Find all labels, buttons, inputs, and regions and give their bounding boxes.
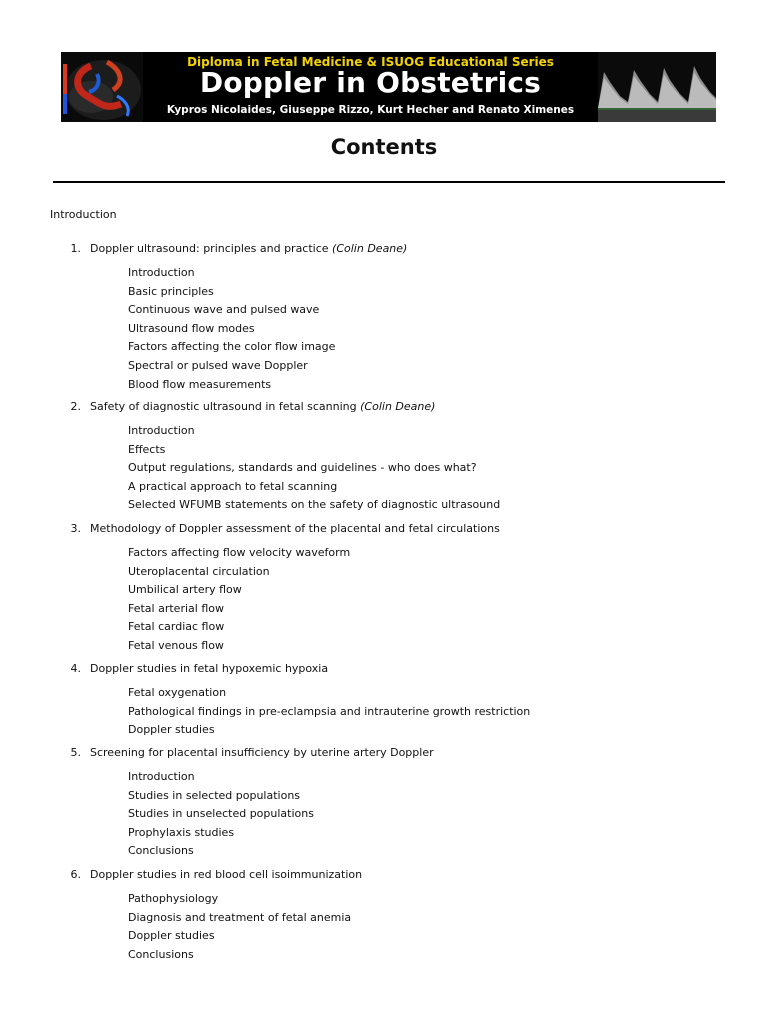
chapter-number: 1. xyxy=(70,242,81,255)
chapter-title-link[interactable] xyxy=(90,662,328,676)
section-link[interactable]: Fetal arterial flow xyxy=(128,601,224,615)
chapter-title-link[interactable] xyxy=(90,522,500,536)
section-link[interactable]: Selected WFUMB statements on the safety of diagnostic ultrasound xyxy=(128,498,501,512)
section-link[interactable]: Factors affecting flow velocity waveform xyxy=(128,546,351,559)
divider xyxy=(53,181,725,183)
chapter-title-text: Doppler studies in red blood cell isoimmunization xyxy=(90,868,363,881)
section-link[interactable]: Blood flow measurements xyxy=(128,377,272,391)
section-link[interactable]: Effects xyxy=(128,442,166,456)
section-link[interactable]: Doppler studies xyxy=(128,929,215,943)
chapter-title-link[interactable] xyxy=(90,868,362,882)
section-link[interactable]: Fetal venous flow xyxy=(128,639,224,652)
section-link[interactable]: Pathological findings in pre-eclampsia and intrauterine growth restriction xyxy=(128,704,531,718)
section-link[interactable]: Introduction xyxy=(128,266,195,279)
section-link[interactable]: Continuous wave and pulsed wave xyxy=(128,303,320,317)
chapter-number: 3. xyxy=(70,522,81,535)
section-link[interactable]: Uteroplacental circulation xyxy=(128,564,270,578)
chapter-title-text: Doppler studies in fetal hypoxemic hypoxia xyxy=(90,662,329,675)
section-link[interactable]: Conclusions xyxy=(128,947,194,961)
section-link[interactable]: Spectral or pulsed wave Doppler xyxy=(128,359,308,372)
section-link[interactable]: Introduction xyxy=(128,770,195,783)
header-banner xyxy=(61,52,716,122)
chapter-number: 6. xyxy=(70,868,81,881)
section-link[interactable]: A practical approach to fetal scanning xyxy=(128,479,338,493)
chapter-title-link[interactable] xyxy=(90,746,434,760)
section-link[interactable]: Factors affecting the color flow image xyxy=(128,340,336,354)
chapter-number: 4. xyxy=(70,662,81,675)
chapter-title-text: Doppler ultrasound: principles and practice xyxy=(90,242,333,255)
chapter-title-text: Screening for placental insufficiency by uterine artery Doppler xyxy=(90,746,434,759)
section-link[interactable]: Basic principles xyxy=(128,284,214,298)
section-link[interactable]: Studies in unselected populations xyxy=(128,807,314,821)
chapter-number: 5. xyxy=(70,746,81,759)
section-link[interactable]: Prophylaxis studies xyxy=(128,825,235,839)
banner-text xyxy=(143,52,598,122)
section-link[interactable]: Introduction xyxy=(128,424,195,437)
toc-introduction-link[interactable]: Introduction xyxy=(50,208,117,221)
section-link[interactable]: Doppler studies xyxy=(128,723,215,737)
section-link[interactable]: Ultrasound flow modes xyxy=(128,321,255,335)
chapter-title-text: Safety of diagnostic ultrasound in fetal scanning xyxy=(90,400,361,413)
chapter-title-text: Methodology of Doppler assessment of the placental and fetal circulations xyxy=(90,522,500,535)
section-link[interactable]: Umbilical artery flow xyxy=(128,583,242,597)
banner-authors: Kypros Nicolaides, Giuseppe Rizzo, Kurt Hecher and Renato Ximenes xyxy=(166,104,575,116)
section-link[interactable]: Studies in selected populations xyxy=(128,788,301,802)
chapter-title-link[interactable] xyxy=(90,400,435,414)
chapter-author: (Colin Deane) xyxy=(332,242,408,255)
section-link[interactable]: Fetal cardiac flow xyxy=(128,620,225,634)
page-title: Contents xyxy=(330,135,438,159)
section-link[interactable]: Pathophysiology xyxy=(128,892,219,905)
banner-series: Diploma in Fetal Medicine & ISUOG Educational Series xyxy=(187,55,554,69)
chapter-number: 2. xyxy=(70,400,81,413)
section-link[interactable]: Diagnosis and treatment of fetal anemia xyxy=(128,910,352,924)
banner-title: Doppler in Obstetrics xyxy=(199,66,542,99)
chapter-author: (Colin Deane) xyxy=(360,400,436,413)
section-link[interactable]: Conclusions xyxy=(128,844,194,858)
chapter-title-link[interactable] xyxy=(90,242,407,256)
section-link[interactable]: Output regulations, standards and guidelines - who does what? xyxy=(128,461,477,475)
spectral-doppler-waveform-image xyxy=(598,52,716,122)
color-doppler-image xyxy=(61,52,143,122)
section-link[interactable]: Fetal oxygenation xyxy=(128,686,227,699)
